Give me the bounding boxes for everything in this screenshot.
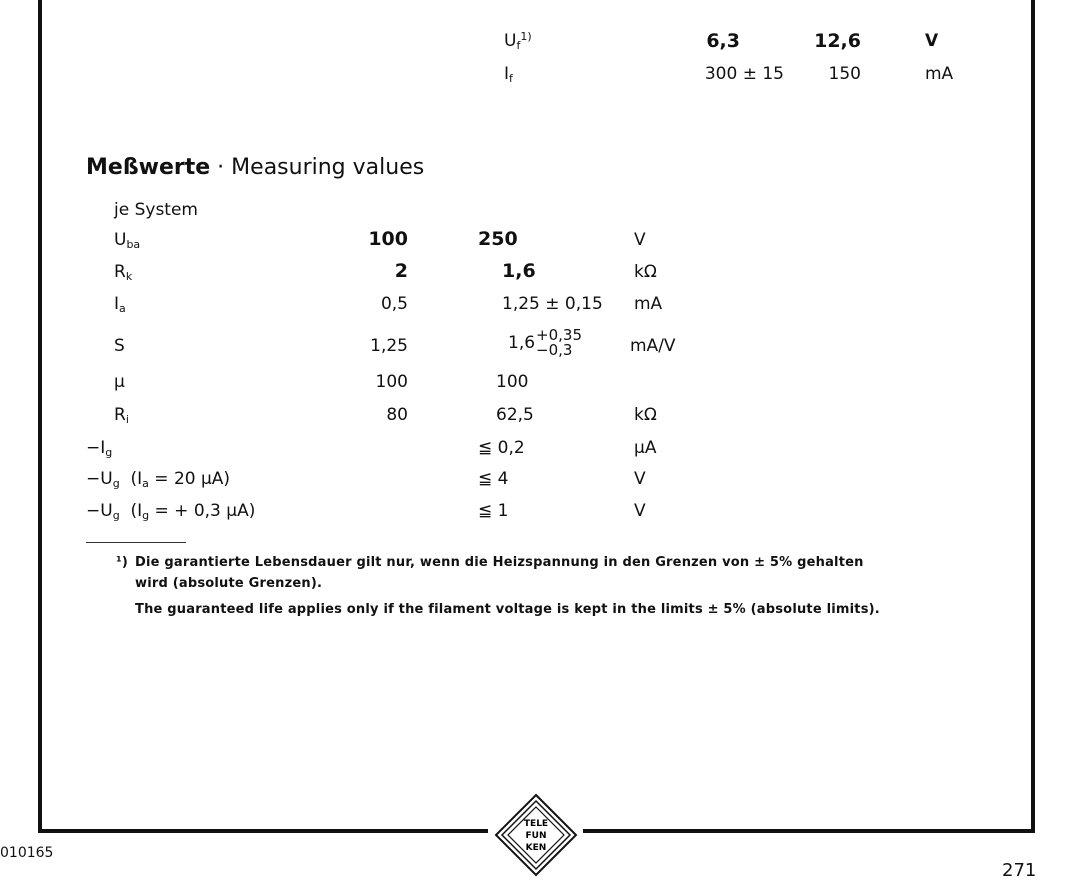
- footnote-german-line-2: wird (absolute Grenzen).: [135, 576, 323, 591]
- ia-unit: mA: [634, 294, 663, 314]
- uba-value-1: 100: [368, 228, 408, 250]
- rk-value-1: 2: [394, 260, 408, 282]
- ug-ig-value-2: ≦ 1: [478, 501, 509, 521]
- uba-label: $U_{ba}$: [114, 230, 141, 251]
- ri-value-1: 80: [386, 405, 408, 425]
- frame-left-border: [38, 0, 42, 833]
- ig-value-2: ≦ 0,2: [478, 438, 525, 458]
- uf-value-1: 6,3: [706, 30, 740, 52]
- telefunken-diamond-logo: [494, 793, 578, 877]
- s-unit: mA/V: [630, 336, 676, 356]
- ia-value-2: 1,25 ± 0,15: [502, 294, 603, 314]
- ug-ia-unit: V: [634, 469, 646, 489]
- ia-value-1: 0,5: [380, 294, 408, 314]
- page-number: 271: [1002, 860, 1037, 881]
- ri-unit: kΩ: [634, 405, 657, 425]
- mu-value-2: 100: [496, 372, 529, 392]
- uf-unit: V: [925, 31, 939, 51]
- ri-value-2: 62,5: [496, 405, 534, 425]
- if-value-2: 150: [828, 64, 861, 84]
- footnote-divider: [86, 542, 186, 543]
- ig-unit: μA: [634, 438, 657, 458]
- s-value-1: 1,25: [370, 336, 408, 356]
- s-tolerance: +0,35 −0,3: [536, 326, 583, 359]
- ug-ia-label: $-U_g$ ($I_a = 20$ μA): [86, 469, 231, 490]
- heading-separator: ·: [217, 155, 225, 180]
- uf-label: $U_f^{1)}$: [504, 30, 532, 52]
- uf-value-2: 12,6: [814, 30, 861, 52]
- footnote-mark: ¹): [116, 555, 129, 570]
- logo-text-line-3: KEN: [525, 843, 547, 853]
- s-label: S: [114, 336, 125, 356]
- ug-ig-label: $-U_g$ ($I_g$ = + 0,3 μA): [86, 501, 256, 522]
- ug-ia-value-2: ≦ 4: [478, 469, 509, 489]
- document-id: 010165: [0, 845, 54, 861]
- per-system-label: je System: [114, 200, 198, 220]
- ig-label: $-I_g$: [86, 438, 113, 459]
- rk-unit: kΩ: [634, 262, 657, 282]
- uba-value-2: 250: [478, 228, 518, 250]
- heading-english: Measuring values: [231, 155, 425, 180]
- frame-bottom-border-left: [38, 829, 488, 833]
- logo-text-line-2: FUN: [525, 831, 547, 841]
- ug-ig-unit: V: [634, 501, 646, 521]
- ia-label: $I_a$: [114, 294, 126, 315]
- s-value-2: 1,6 +0,35 −0,3: [508, 326, 583, 359]
- frame-right-border: [1031, 0, 1035, 833]
- ri-label: $R_i$: [114, 405, 129, 426]
- mu-value-1: 100: [375, 372, 408, 392]
- if-value-1: 300 ± 15: [704, 64, 784, 84]
- rk-value-2: 1,6: [502, 260, 536, 282]
- uba-unit: V: [634, 230, 646, 250]
- frame-bottom-border-right: [583, 829, 1035, 833]
- if-label: $I_f$: [504, 64, 513, 85]
- mu-label: μ: [114, 372, 125, 392]
- if-unit: mA: [925, 64, 954, 84]
- footnote-german-line-1: Die garantierte Lebensdauer gilt nur, wenn die Heizspannung in den Grenzen von ± 5% gehalten: [135, 555, 864, 570]
- logo-text-line-1: TELE: [523, 819, 549, 829]
- rk-label: $R_k$: [114, 262, 133, 283]
- heading-german: Meßwerte: [86, 155, 211, 180]
- section-heading: [86, 155, 424, 180]
- footnote-english: The guaranteed life applies only if the filament voltage is kept in the limits ± 5% (absolute limits).: [135, 602, 880, 617]
